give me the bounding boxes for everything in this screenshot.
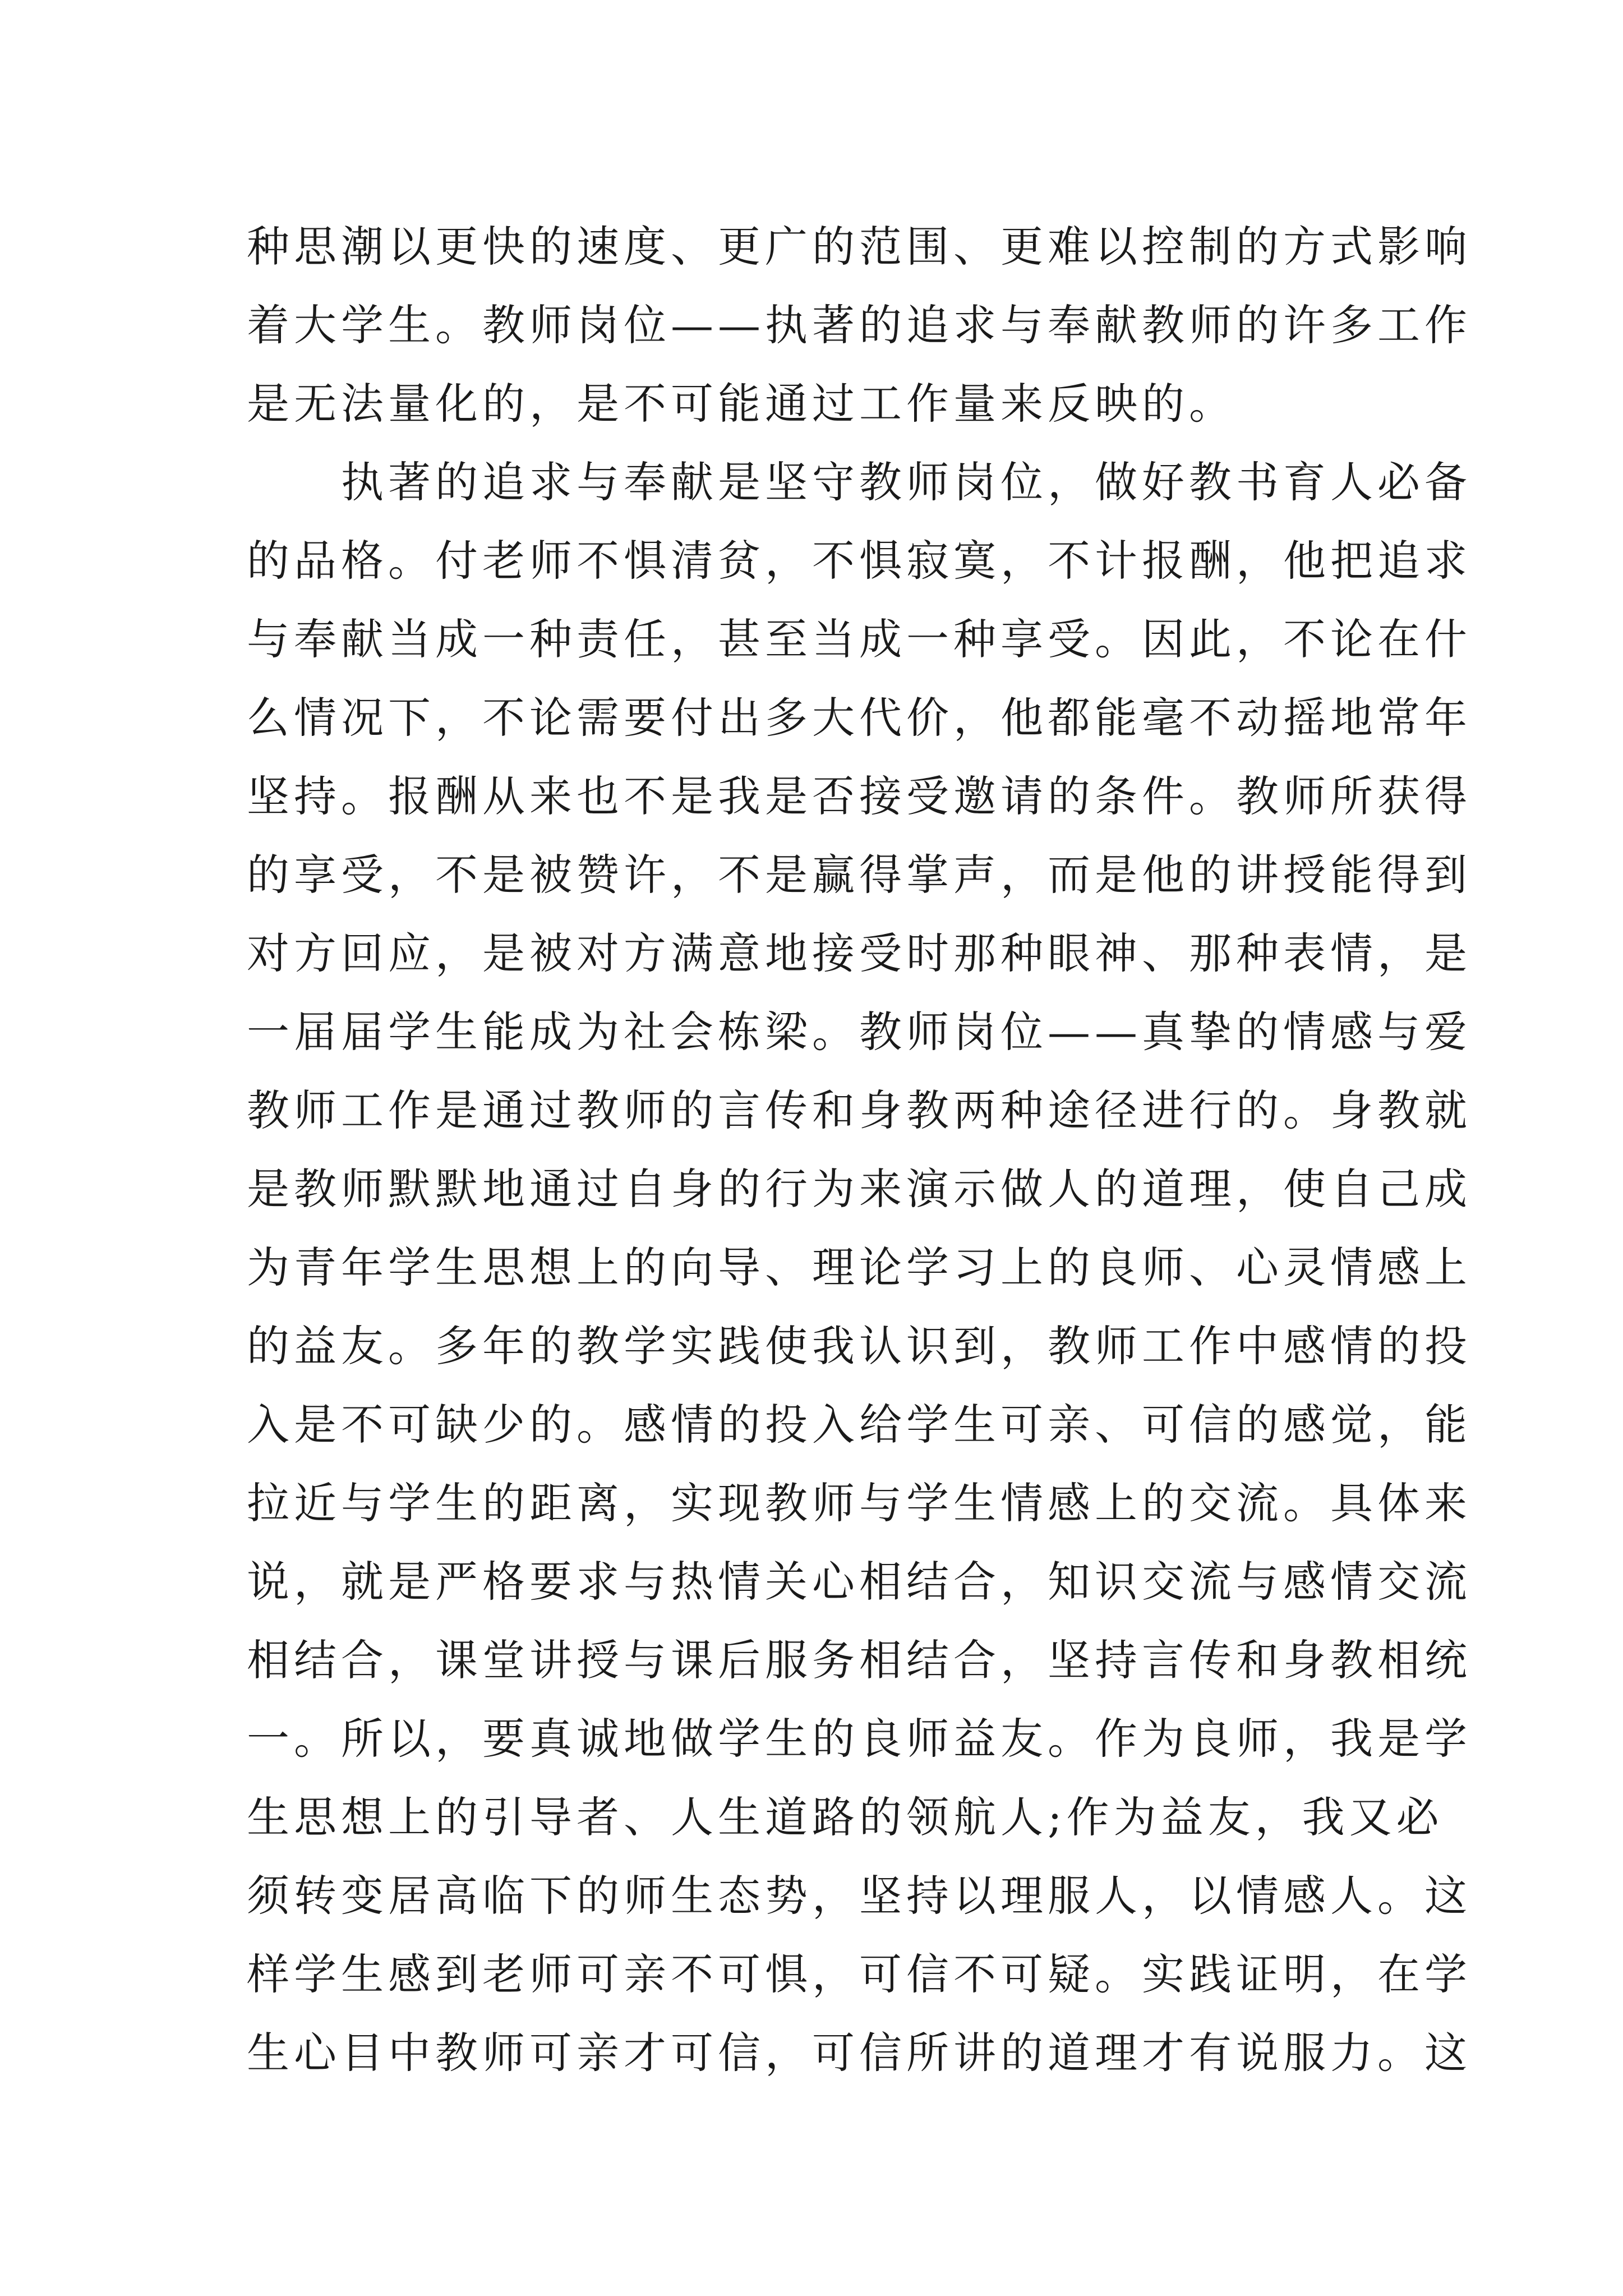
text-line: 坚持。报酬从来也不是我是否接受邀请的条件。教师所获得 [247,771,1472,821]
text-line: 一届届学生能成为社会栋梁。教师岗位——真挚的情感与爱 [247,1007,1472,1057]
text-line: 为青年学生思想上的向导、理论学习上的良师、心灵情感上 [247,1243,1472,1292]
text-line: 须转变居高临下的师生态势，坚持以理服人，以情感人。这 [247,1871,1472,1921]
text-line: 的益友。多年的教学实践使我认识到，教师工作中感情的投 [247,1321,1472,1371]
text-line: 拉近与学生的距离，实现教师与学生情感上的交流。具体来 [247,1478,1472,1528]
paragraph-2 [247,443,1472,2092]
body-text [247,208,1472,2092]
text-line: 生心目中教师可亲才可信，可信所讲的道理才有说服力。这 [247,2028,1472,2078]
paragraph-1 [247,208,1472,443]
text-line: 一。所以，要真诚地做学生的良师益友。作为良师，我是学 [247,1714,1472,1764]
text-line: 种思潮以更快的速度、更广的范围、更难以控制的方式影响 [247,222,1472,272]
text-line: 执著的追求与奉献是坚守教师岗位，做好教书育人必备 [341,457,1472,507]
text-line: 样学生感到老师可亲不可惧，可信不可疑。实践证明，在学 [247,1949,1472,1999]
text-line: 对方回应，是被对方满意地接受时那种眼神、那种表情，是 [247,928,1472,978]
text-line: 生思想上的引导者、人生道路的领航人;作为益友，我又必 [247,1792,1444,1842]
text-line: 的享受，不是被赞许，不是赢得掌声，而是他的讲授能得到 [247,850,1472,900]
text-line: 着大学生。教师岗位——执著的追求与奉献教师的许多工作 [247,300,1472,350]
text-line: 么情况下，不论需要付出多大代价，他都能毫不动摇地常年 [247,693,1472,743]
text-line: 教师工作是通过教师的言传和身教两种途径进行的。身教就 [247,1085,1472,1135]
text-line: 与奉献当成一种责任，甚至当成一种享受。因此，不论在什 [247,614,1472,664]
text-line: 是教师默默地通过自身的行为来演示做人的道理，使自己成 [247,1164,1472,1214]
text-line: 说，就是严格要求与热情关心相结合，知识交流与感情交流 [247,1557,1472,1607]
text-line: 是无法量化的，是不可能通过工作量来反映的。 [247,379,1236,429]
text-line: 相结合，课堂讲授与课后服务相结合，坚持言传和身教相统 [247,1635,1472,1685]
text-line: 入是不可缺少的。感情的投入给学生可亲、可信的感觉，能 [247,1400,1472,1450]
text-line: 的品格。付老师不惧清贫，不惧寂寞，不计报酬，他把追求 [247,536,1472,586]
